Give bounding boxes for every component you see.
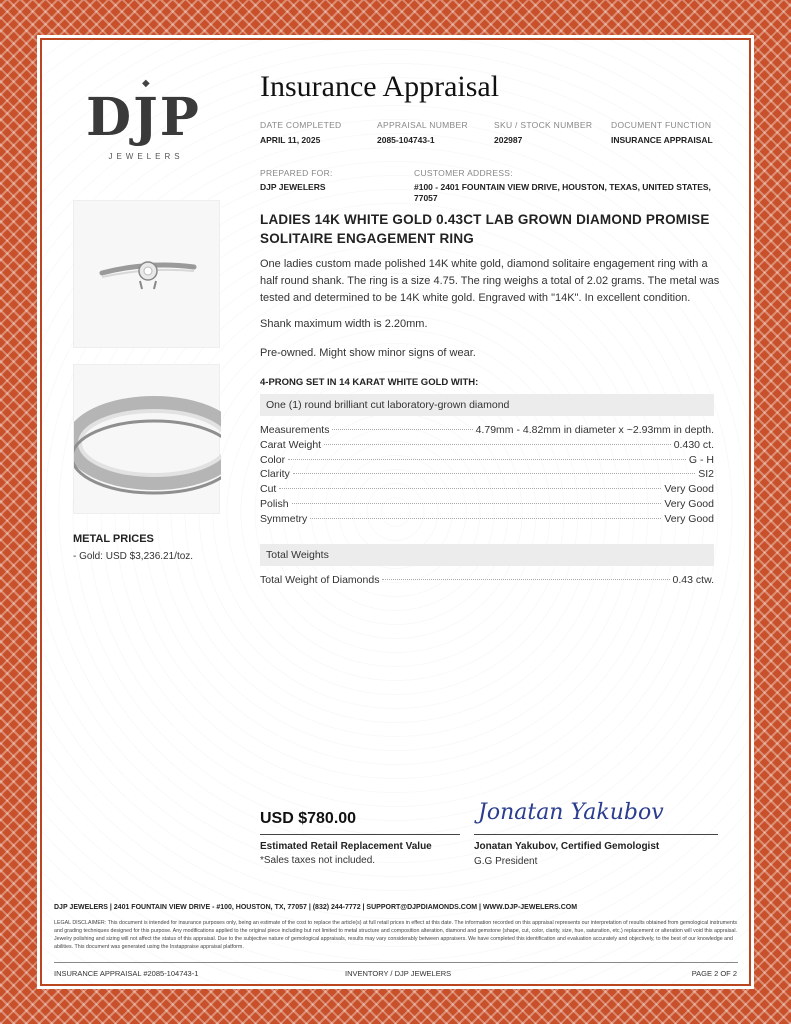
spec-value: Very Good <box>664 512 714 525</box>
spec-value: Very Good <box>664 483 714 496</box>
footer-appraisal-id: INSURANCE APPRAISAL #2085-104743-1 <box>54 969 199 978</box>
appraisal-number-label: APPRAISAL NUMBER <box>377 120 468 130</box>
spec-label: Polish <box>260 498 289 510</box>
spec-value: SI2 <box>698 468 714 481</box>
customer-address-value: #100 - 2401 FOUNTAIN VIEW DRIVE, HOUSTON, TEXAS, UNITED STATES, 77057 <box>414 182 711 203</box>
prepared-for-value: DJP JEWELERS <box>260 182 326 192</box>
footer-page-number: PAGE 2 OF 2 <box>691 969 737 978</box>
spec-row <box>260 468 714 483</box>
spec-row <box>260 424 714 439</box>
total-weights-heading: Total Weights <box>260 544 714 566</box>
footer-divider <box>54 962 738 963</box>
condition-note: Pre-owned. Might show minor signs of wear. <box>260 347 476 359</box>
legal-disclaimer: LEGAL DISCLAIMER: This document is intended for insurance purposes only, being an estimate of the cost to replace the article(s) at full retail prices in effect at this date. The information recorded on this appraisal represents our interpretation of results obtained from gemological instruments and grading techniques designed for this purpose. Any modifications applied to the original piece including but not limited to metal structure and composition alteration, diamond and gemstone (shape, cut, color, clarity, size, hue, saturation, etc.) replacement or alteration will void this appraisal. Jewelry polishing and sizing will not affect the status of this appraisal. Due to the subjective nature of gemological appraisals, results may vary considerably between appraisers. We have completed this identification and evaluation accurately and objectively, to the best of our knowledge and abilities. This document was generated using the Instappraise appraisal platform. <box>54 920 738 950</box>
replacement-price: USD $780.00 <box>260 810 357 827</box>
item-title: LADIES 14K WHITE GOLD 0.43CT LAB GROWN DIAMOND PROMISE SOLITAIRE ENGAGEMENT RING <box>260 212 710 246</box>
shank-note: Shank maximum width is 2.20mm. <box>260 318 428 330</box>
diamond-icon: ◆ <box>142 78 150 89</box>
spec-label: Carat Weight <box>260 438 322 451</box>
item-description: One ladies custom made polished 14K white gold, diamond solitaire engagement ring with a half round shank. The ring is a size 4.75. The ring weighs a total of 2.02 grams. The metal was tested and determined to be 14K white gold. Engraved with "14K". In excellent condition. <box>260 258 720 304</box>
leader-dots <box>293 473 695 474</box>
stone-description: One (1) round brilliant cut laboratory-grown diamond <box>260 394 714 416</box>
spec-row <box>260 454 714 469</box>
spec-value: G - H <box>688 453 714 466</box>
document-title: Insurance Appraisal <box>260 70 500 103</box>
spec-value: Very Good <box>664 498 714 510</box>
total-weight-row <box>260 574 714 589</box>
ring-photo-engraving <box>73 364 220 514</box>
leader-dots <box>382 579 669 580</box>
appraisal-number-value: 2085-104743-1 <box>377 135 435 145</box>
company-logo <box>86 78 206 166</box>
sku-label: SKU / STOCK NUMBER <box>494 120 593 130</box>
spec-label: Measurements <box>260 424 330 436</box>
footer-inventory: INVENTORY / DJP JEWELERS <box>345 969 452 978</box>
spec-label: Cut <box>260 483 277 496</box>
spec-label: Symmetry <box>260 512 308 525</box>
sku-value: 202987 <box>494 135 523 145</box>
leader-dots <box>292 503 662 504</box>
signature-rule <box>474 834 718 835</box>
date-value: APRIL 11, 2025 <box>260 135 321 145</box>
document-function-value: INSURANCE APPRAISAL <box>611 135 713 145</box>
date-label: DATE COMPLETED <box>260 120 342 130</box>
total-weight-value: 0.43 ctw. <box>672 574 714 586</box>
spec-row <box>260 439 714 454</box>
price-rule <box>260 834 460 835</box>
customer-address-label: CUSTOMER ADDRESS: <box>414 168 513 178</box>
spec-row <box>260 483 714 498</box>
setting-heading: 4-PRONG SET IN 14 KARAT WHITE GOLD WITH: <box>260 377 479 388</box>
metal-prices-title: METAL PRICES <box>73 533 154 545</box>
spec-value: 0.430 ct. <box>673 438 714 451</box>
tax-note: *Sales taxes not included. <box>260 855 376 866</box>
leader-dots <box>332 429 472 430</box>
leader-dots <box>288 459 686 460</box>
spec-label: Color <box>260 453 286 466</box>
leader-dots <box>324 444 671 445</box>
metal-price-gold: - Gold: USD $3,236.21/toz. <box>73 551 194 562</box>
leader-dots <box>310 518 661 519</box>
document-function-label: DOCUMENT FUNCTION <box>611 120 712 130</box>
signer-title: G.G President <box>474 856 538 867</box>
valuation-label: Estimated Retail Replacement Value <box>260 841 432 852</box>
spec-row <box>260 498 714 513</box>
leader-dots <box>279 488 661 489</box>
spec-label: Clarity <box>260 468 290 481</box>
signature-image: Jonatan Yakubov <box>478 800 664 825</box>
logo-subtext: JEWELERS <box>108 152 184 161</box>
spec-row <box>260 513 714 528</box>
prepared-for-label: PREPARED FOR: <box>260 168 333 178</box>
ring-photo-top <box>73 200 220 348</box>
footer-company-info: DJP JEWELERS | 2401 FOUNTAIN VIEW DRIVE - #100, HOUSTON, TX, 77057 | (832) 244-7772 | SUPPORT@DJPDIAMONDS.COM | WWW.DJP-JEWELERS.COM <box>54 904 578 911</box>
spec-value: 4.79mm - 4.82mm in diameter x ~2.93mm in depth. <box>475 424 714 436</box>
total-weight-label: Total Weight of Diamonds <box>260 574 380 586</box>
signer-name: Jonatan Yakubov, Certified Gemologist <box>474 841 660 852</box>
logo-text: DJP <box>86 87 201 148</box>
